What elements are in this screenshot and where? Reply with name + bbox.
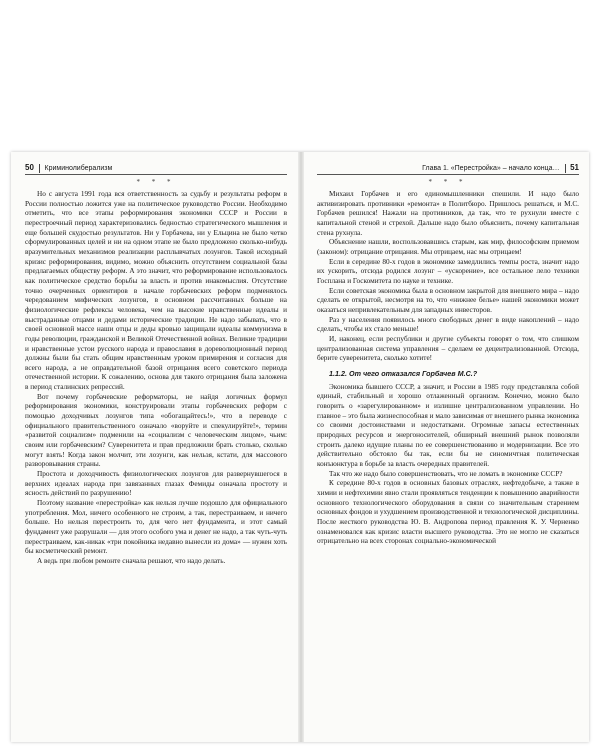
right-page-number: 51 <box>570 163 579 172</box>
header-divider <box>565 164 566 173</box>
paragraph: Объяснение нашли, воспользовавшись старым, как мир, философским приемом (законом): отрицание отрицания. Мы отрицаем, нас мы отрицаем! <box>317 238 579 256</box>
paragraph: И, наконец, если республики и другие субъекты говорят о том, что слишком централизованная система управления – сделаем ее децентрализованной. Отсюда, берите суверенитета, сколько хотите! <box>317 334 579 363</box>
paragraph: Поэтому название «перестройка» как нельзя лучше подошло для официального употребления. Мол, ничего особенного не строим, а так, перестраиваем, и ничего больше. Но нельзя перестроить то, для чего нет фундамента, и этот самый фундамент уже разрушали — для этого особого ума и денег не надо, а так чуть-чуть перестраиваем, как-никак «три покойника недавно вынесли из дома» — нужен хоть бы косметический ремонт. <box>25 499 287 556</box>
paragraph: Если в середине 80-х годов в экономике замедлились темпы роста, значит надо их ускорить, отсюда родился лозунг – «ускорение», все остальное лело техники Госплана и Госкомитета по науке и технике. <box>317 257 579 285</box>
header-divider <box>39 164 40 173</box>
left-running-head: Криминолиберализм <box>44 165 113 172</box>
paragraph: Если советская экономика была в основном закрытой для внешнего мира – надо сделать ее открытой, несмотря на то, что «нижнее белье» нашей экономики может оказаться непривлекательным для западных инвесторов. <box>317 286 579 314</box>
paragraph: Экономика бывшего СССР, а значит, и России в 1985 году представляла собой единый, стабильный и хорошо отлаженный организм. Конечно, можно было говорить о «зарегулированном» и излишне централизованном управлении. Но главное – это была жизнеспособная и мало зависимая от внешнего рынка экономика со своими достоинствами и недостатками. Огромные запасы естественных природных ресурсов и энергоносителей, обширный внешний рынок позволяли строить далеко идущие планы по ее совершенствованию и модернизации. Все это действительно обстояло бы так, если бы не синомичтная политическая конъюнктура в борьбе за власть очередных правителей. <box>317 382 579 469</box>
left-page-header <box>25 162 287 175</box>
paragraph: Но с августа 1991 года вся ответственность за судьбу и результаты реформ в России полностью ложится уже на политическое руководство России. Необходимо отметить, что все этапы реформирования экономики СССР и России в перестроечный период характеризовались бедностью стратегического мышления и еще большей скудостью результатов. Ни у Горбачева, ни у Ельцина не было четко сформулированных целей и ни на одном этапе не было предложено сколько-нибудь вразумительных механизмов реализации расплывчатых лозунгов. Такой исходный кризис реформирования, видимо, можно объяснить отсутствием социальной базы предлагаемых обществу реформ. А это значит, что реформирование использовалось как политическое средство борьбы за власть и против инакомыслия. Отсутствие точно очерченных ориентиров в начале горбачевских реформ подменялось чередованием мифических лозунгов, в основном рассчитанных больше на физиологические рефлексы человека, чем на высокие нравственные идеалы и выстраданные отцами и дедами исторические традиции. Не надо забывать, что в своей основной массе наши отцы и деды кровью защищали идеалы коммунизма в годы революции, гражданской и Великой Отечественной войнах. Великие традиции и нравственные устои русского народа и православия в дореволюционный период должны были бы стать общим нравственным уроком примирения и согласия для всего народа, а не оправдательной базой отрицания всего советского периода отечественной истории. К сожалению, основа для такого отрицания была заложена в период сталинских репрессий. <box>25 190 287 392</box>
paragraph: Простота и доходчивость физиологических лозунгов для развернувшегося в верхних идеалах народа при завязанных глазах Фемиды означала простоту и ясность действий по разрушению! <box>25 470 287 498</box>
paragraph: А ведь при любом ремонте сначала решают, что надо делать. <box>37 556 226 565</box>
paragraph: Михаил Горбачев и его единомышленники спешили. И надо было активизировать противники «ремонта» в Политбюро. Пришлось решаться, и М.С. Горбачев решился! Нажали на противников, да так, что те рухнули вместе с капитальной стеной и стрехой. Дальше надо было объяснить, почему капитальная стена рухнула. <box>317 190 579 237</box>
left-page-number: 50 <box>25 163 34 172</box>
left-page-body <box>25 190 287 736</box>
book-spread <box>11 152 589 742</box>
paragraph: Вот почему горбачевские реформаторы, не найдя логичных формул реформирования экономики, конструировали этапы горбачевских реформ с помощью доходчивых лозунгов типа «обогащайтесь!», что в переводе с официального правительственного означало «воруйте и спекулируйте!», термин «развитой социализм» подменили на «социализм с человеческим лицом», чьим: своим или горбачевским? Суверенитета и прав предложили брать столько, сколько могут взять! Когда закон молчит, эти лозунги, как нельзя, кстати, для массового разворовывания страны. <box>25 392 287 469</box>
section-heading: 1.1.2. От чего отказался Горбачев М.С.? <box>329 368 478 378</box>
right-page <box>317 152 579 742</box>
paragraph: Так что же надо было совершенствовать, что не ломать в экономике СССР? <box>329 469 563 478</box>
book-gutter <box>298 152 304 742</box>
right-page-header <box>317 162 579 175</box>
section-separator: * * * <box>428 178 468 186</box>
section-separator: * * * <box>136 178 176 186</box>
left-page <box>25 152 287 742</box>
right-page-body <box>317 190 579 736</box>
paragraph: К середине 80-х годов в основных базовых отраслях, нефтедобыче, а также в химии и нефтехимии явно стали проявляться тенденции к повышению аварийности основного технологического оборудования в связи со значительным старением основных фондов и ухудшением производственной и технологической дисциплины. После жесткого руководства Ю. В. Андропова период правления К. У. Черненко ознаменовался как кризис власти высшего руководства. Это не могло не сказаться отрицательно на всех сторонах социально-экономической <box>317 479 579 546</box>
paragraph: Раз у населения появилось много свободных денег в виде накоплений – надо сделать, чтобы их стало меньше! <box>317 315 579 334</box>
right-running-head: Глава 1. «Перестройка» – начало конца… <box>422 165 560 172</box>
